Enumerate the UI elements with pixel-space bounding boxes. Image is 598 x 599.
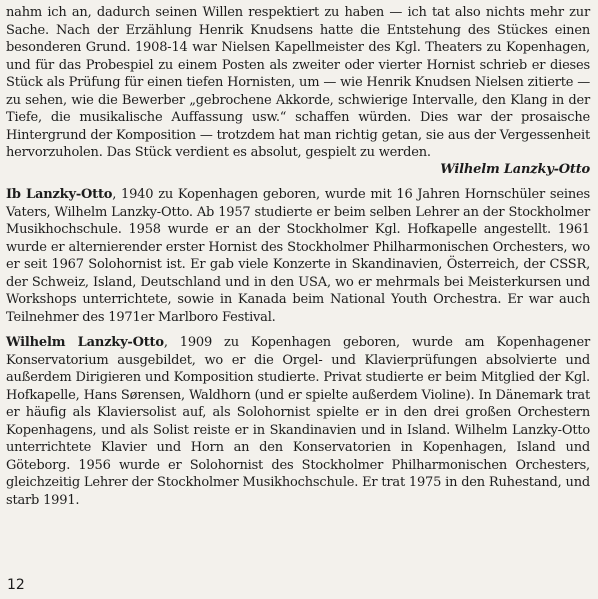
biography-ib-lanzky-otto <box>6 186 590 326</box>
biography-wilhelm-lanzky-otto <box>6 334 590 509</box>
biography-name: Ib Lanzky-Otto <box>6 187 113 202</box>
author-signature: Wilhelm Lanzky-Otto <box>440 161 590 177</box>
paragraph-intro: nahm ich an, dadurch seinen Willen respektiert zu haben — ich tat also nichts mehr zur Sache. Nach der Erzählung Henrik Knudsens hatte die Entstehung des Stückes einen besonderen Grund. 1908-14 war Nielsen Kapellmeister des Kgl. Theaters zu Kopenhagen, und für das Probespiel zu einem Posten als zweiter oder vierter Hornist schrieb er dieses Stück als Prüfung für einen tiefen Hornisten, um — wie Henrik Knudsen Nielsen zitierte — zu sehen, wie die Bewerber „gebrochene Akkorde, schwierige Intervalle, den Klang in der Tiefe, die musikalische Auffassung usw.“ schaffen würden. Dies war der prosaische Hintergrund der Komposition — trotzdem hat man richtig getan, sie aus der Vergessenheit hervorzuholen. Das Stück verdient es absolut, gespielt zu werden. <box>6 5 590 160</box>
page-text <box>6 4 590 509</box>
biography-text: , 1940 zu Kopenhagen geboren, wurde mit 16 Jahren Hornschüler seines Vaters, Wilhelm Lanzky-Otto. Ab 1957 studierte er beim selben Lehrer an der Stockholmer Musikhochschule. 1958 wurde er an der Stockholmer Kgl. Hofkapelle angestellt. 1961 wurde er alternierender erster Hornist des Stockholmer Philharmonischen Orchesters, wo er seit 1967 Solohornist ist. Er gab viele Konzerte in Skandinavien, Österreich, der CSSR, der Schweiz, Island, Deutschland und in den USA, wo er mehrmals bei Meisterkursen und Workshops unterrichtete, sowie in Kanada beim National Youth Orchestra. Er war auch Teilnehmer des 1971er Marlboro Festival. <box>6 187 590 325</box>
biography-name: Wilhelm Lanzky-Otto <box>6 335 164 350</box>
page-number: 12 <box>7 577 25 593</box>
biography-text: , 1909 zu Kopenhagen geboren, wurde am Kopenhagener Konservatorium ausgebildet, wo er die Orgel- und Klavierprüfungen absolvierte und außerdem Dirigieren und Komposition studierte. Privat studierte er beim Mitglied der Kgl. Hofkapelle, Hans Sørensen, Waldhorn (und er spielte außerdem Violine). In Dänemark trat er häufig als Klaviersolist auf, als Solohornist spielte er in den drei großen Orchestern Kopenhagens, und als Solist reiste er in Skandinavien und in Island. Wilhelm Lanzky-Otto unterrichtete Klavier und Horn an den Konservatorien in Kopenhagen, Island und Göteborg. 1956 wurde er Solohornist des Stockholmer Philharmonischen Orchesters, gleichzeitig Lehrer der Stockholmer Musikhochschule. Er trat 1975 in den Ruhestand, und starb 1991. <box>6 335 591 508</box>
